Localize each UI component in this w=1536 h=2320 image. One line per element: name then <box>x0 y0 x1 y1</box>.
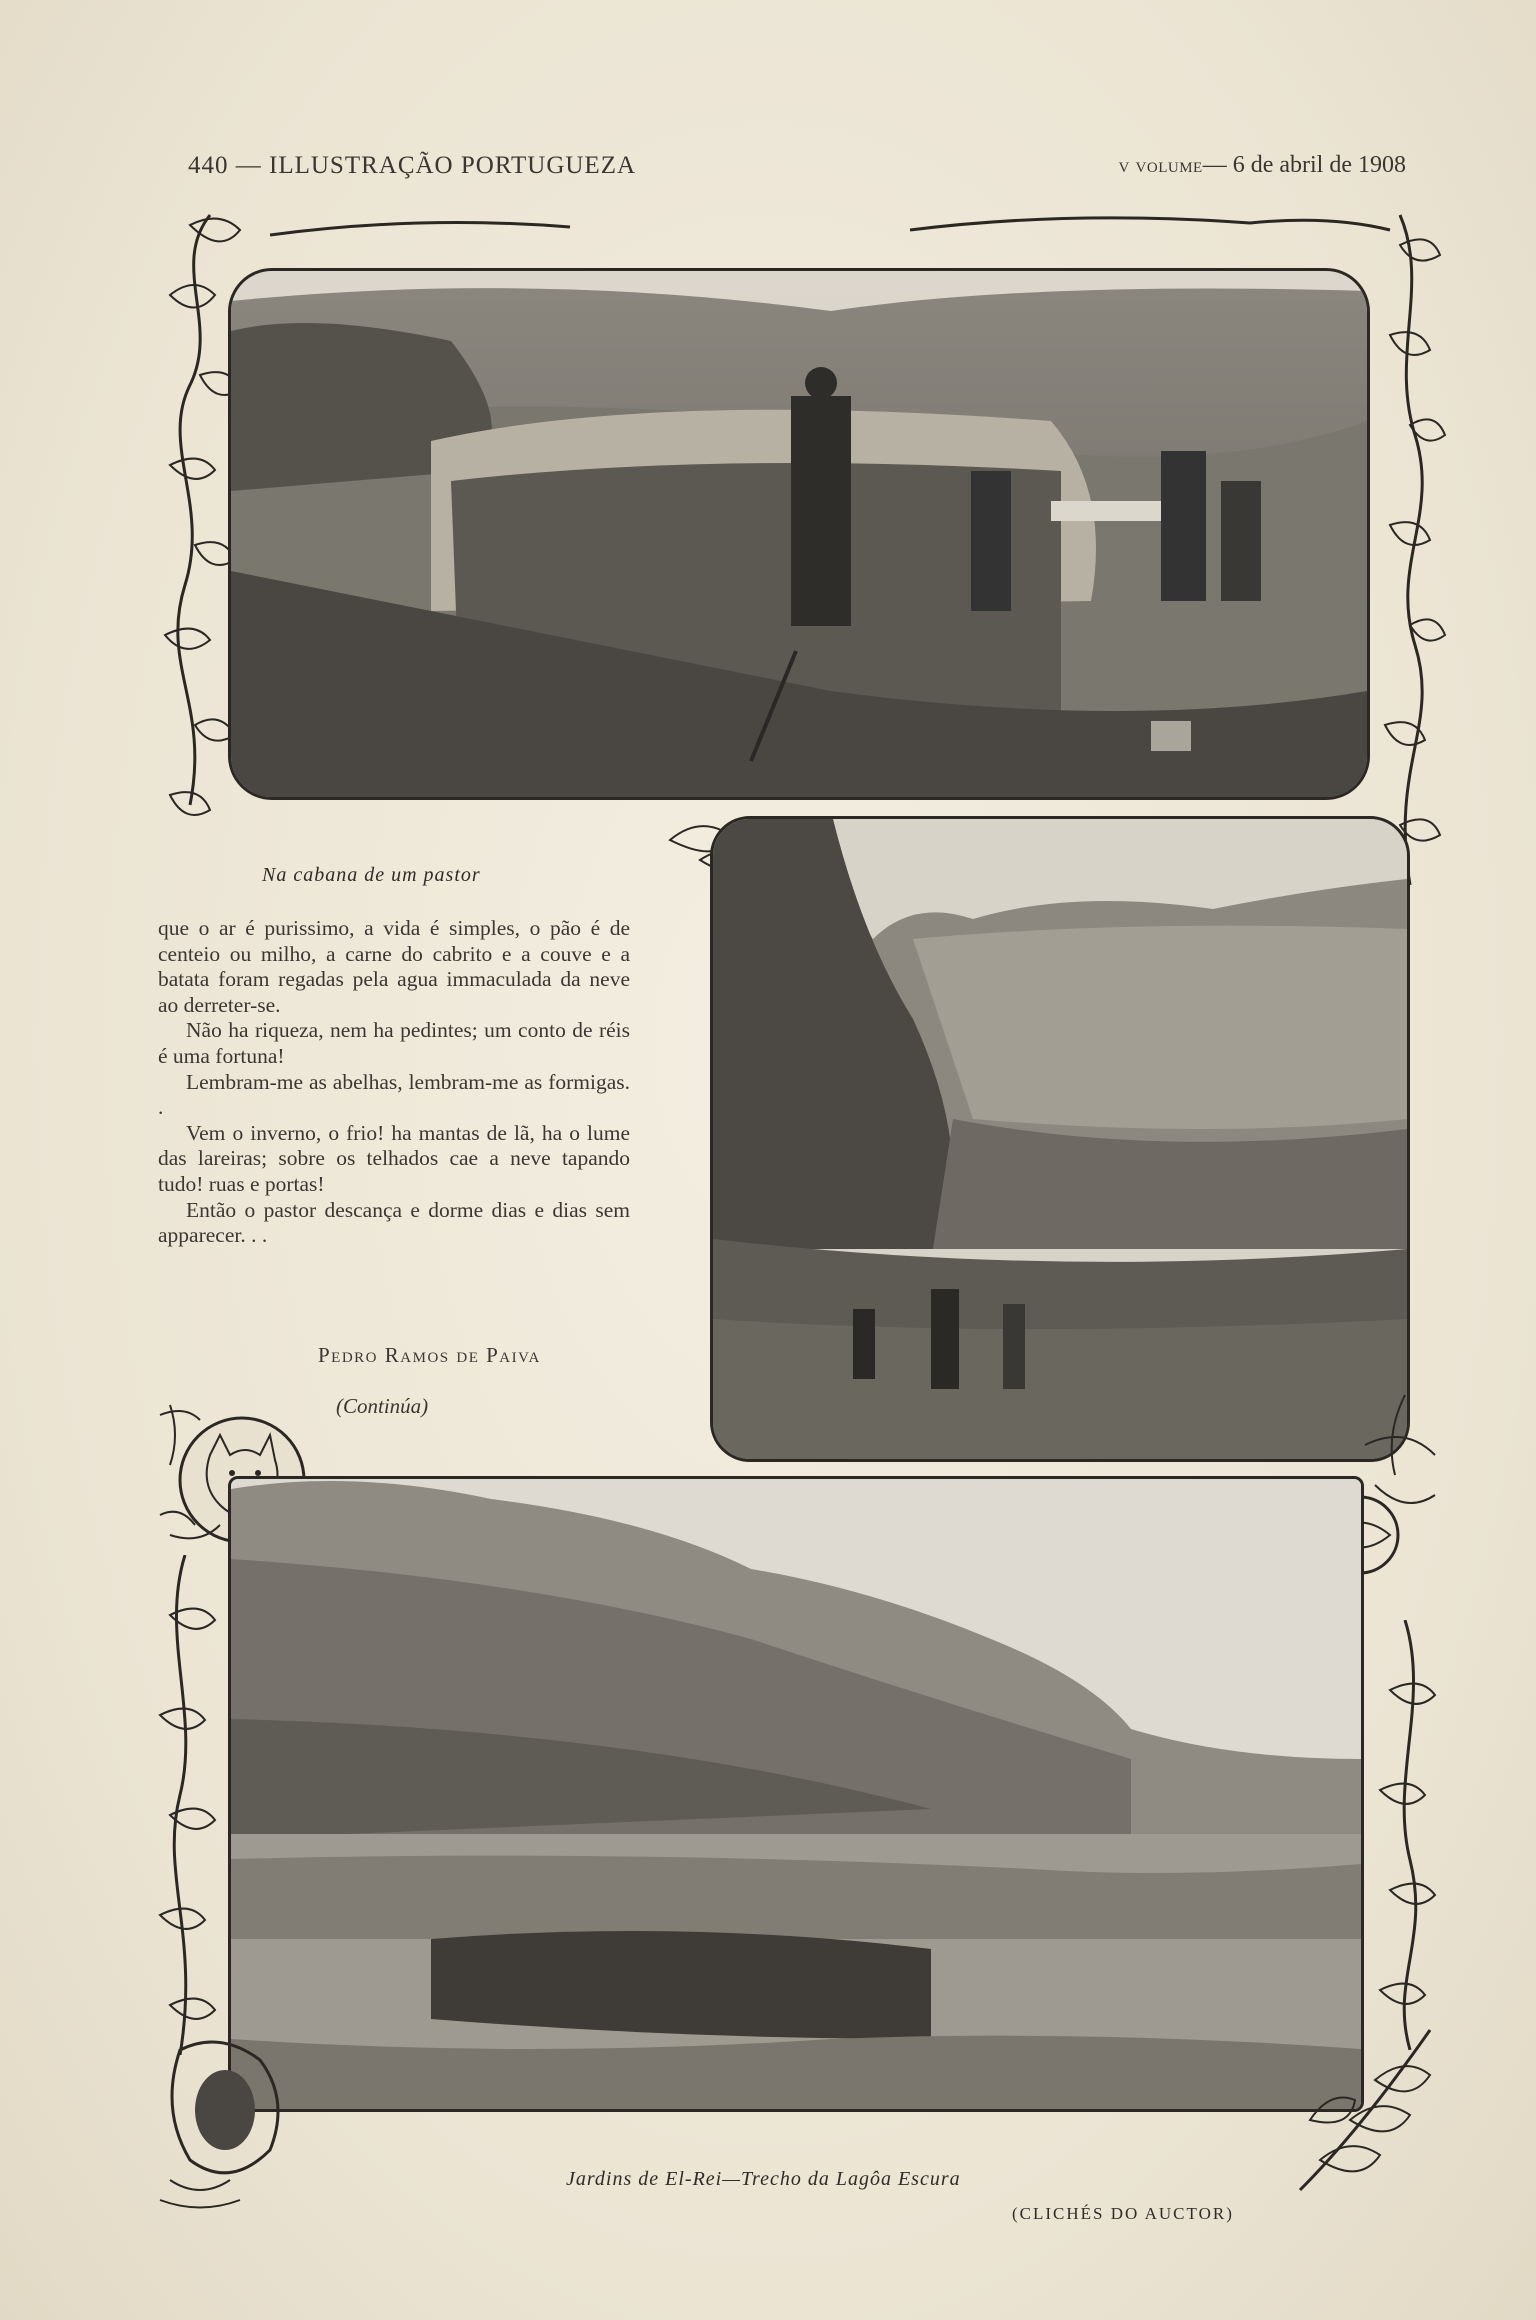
article-paragraph: Então o pastor descança e dorme dias e dias sem apparecer. . . <box>158 1197 630 1248</box>
article-paragraph: que o ar é purissimo, a vida é simples, o pão é de centeio ou milho, a carne do cabrito e a couve e a batata foram regadas pela agua immaculada da neve ao derreter-se. <box>158 916 630 1017</box>
continued-note: (Continúa) <box>336 1394 429 1418</box>
photo-lagoa-escura <box>228 1476 1364 2112</box>
caption-shepherd-hut: Na cabana de um pastor <box>262 864 481 886</box>
article-paragraph: Vem o inverno, o frio! ha mantas de lã, ha o lume das lareiras; sobre os telhados cae a neve tapando tudo! ruas e portas! <box>158 1120 630 1196</box>
vine-ornament-bottom-left <box>150 1555 220 2055</box>
vine-ornament-bottom-right <box>1370 1620 1440 2050</box>
caption-lagoa-escura: Jardins de El-Rei—Trecho da Lagôa Escura <box>566 2168 961 2190</box>
article-body <box>158 916 630 1249</box>
vine-ornament-top <box>270 205 1400 245</box>
volume-label: v volume <box>1118 153 1203 177</box>
issue-date: — 6 de abril de 1908 <box>1202 152 1406 178</box>
photo-rocky-gorge <box>710 816 1410 1462</box>
page-header-title: 440 — ILLUSTRAÇÃO PORTUGUEZA <box>188 152 637 179</box>
article-paragraph: Não ha riqueza, nem ha pedintes; um conto de réis é uma fortuna! <box>158 1018 630 1068</box>
pinecone-ornament <box>150 2030 320 2220</box>
leaf-ornament-bottom-right <box>1280 2010 1450 2210</box>
author-signature: Pedro Ramos de Paiva <box>318 1343 541 1367</box>
article-paragraph: Lembram-me as abelhas, lembram-me as formigas. . <box>158 1069 630 1120</box>
photo-credit: (CLICHÉS DO AUCTOR) <box>1012 2204 1234 2223</box>
page-header-date <box>1118 152 1406 179</box>
photo-shepherd-hut <box>228 268 1370 800</box>
